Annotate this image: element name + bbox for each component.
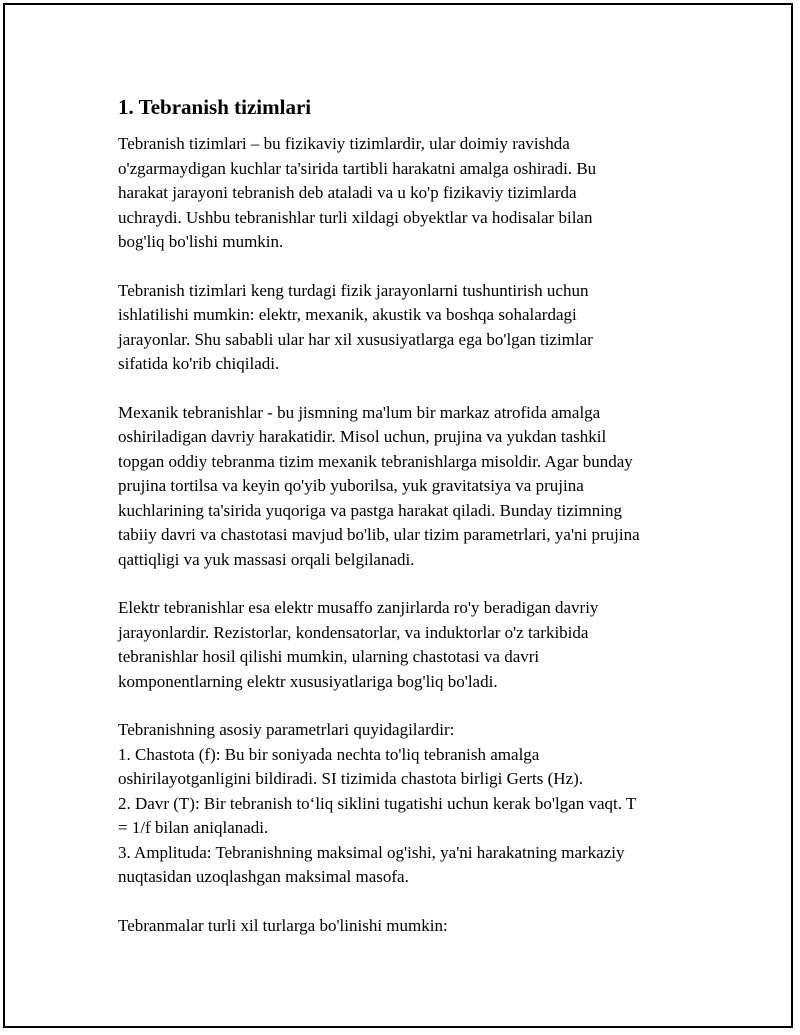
text-line: jarayonlar. Shu sababli ular har xil xususiyatlarga ega bo'lgan tizimlar (118, 329, 593, 349)
text-line: Elektr tebranishlar esa elektr musaffo zanjirlarda ro'y beradigan davriy (118, 598, 599, 617)
text-line: topgan oddiy tebranma tizim mexanik tebranishlarga misoldir. Agar bunday (118, 451, 633, 471)
text-line: Tebranmalar turli xil turlarga bo'linishi mumkin: (118, 915, 448, 935)
paragraph (118, 718, 688, 890)
text-line: kuchlarining ta'sirida yuqoriga va pastga harakat qiladi. Bunday tizimning (118, 500, 622, 520)
text-line: oshiriladigan davriy harakatidir. Misol uchun, prujina va yukdan tashkil (118, 427, 607, 446)
text-line: uchraydi. Ushbu tebranishlar turli xildagi obyektlar va hodisalar bilan (118, 207, 593, 227)
text-line: Tebranish tizimlari – bu fizikaviy tizimlardir, ular doimiy ravishda (118, 134, 570, 153)
text-line: 2. Davr (T): Bir tebranish to‘liq siklini tugatishi uchun kerak bo'lgan vaqt. T (118, 793, 637, 813)
paragraph (118, 132, 688, 255)
text-line: bog'liq bo'lishi mumkin. (118, 232, 284, 251)
paragraph (118, 401, 688, 573)
text-line: sifatida ko'rib chiqiladi. (118, 354, 280, 373)
text-line: Tebranish tizimlari keng turdagi fizik jarayonlarni tushuntirish uchun (118, 280, 589, 300)
text-line: jarayonlardir. Rezistorlar, kondensatorlar, va induktorlar o'z tarkibida (118, 622, 589, 642)
text-line: tabiiy davri va chastotasi mavjud bo'lib, ular tizim parametrlari, ya'ni prujina (118, 525, 640, 544)
text-line: oshirilayotganligini bildiradi. SI tizimida chastota birligi Gerts (Hz). (118, 769, 584, 788)
paragraph (118, 279, 688, 377)
text-line: prujina tortilsa va keyin qo'yib yuborilsa, yuk gravitatsiya va prujina (118, 476, 584, 495)
text-line: = 1/f bilan aniqlanadi. (118, 818, 269, 837)
text-line: o'zgarmaydigan kuchlar ta'sirida tartibli harakatni amalga oshiradi. Bu (118, 158, 597, 178)
text-line: tebranishlar hosil qilishi mumkin, ularning chastotasi va davri (118, 647, 540, 666)
text-line: nuqtasidan uzoqlashgan maksimal masofa. (118, 867, 409, 886)
text-line: komponentlarning elektr xususiyatlariga bog'liq bo'ladi. (118, 671, 498, 691)
text-line: harakat jarayoni tebranish deb ataladi va u ko'p fizikaviy tizimlarda (118, 183, 577, 202)
paragraphs-container (118, 132, 688, 938)
text-line: Mexanik tebranishlar - bu jismning ma'lum bir markaz atrofida amalga (118, 402, 601, 422)
text-line: Tebranishning asosiy parametrlari quyidagilardir: (118, 720, 455, 739)
document-body (118, 92, 688, 962)
text-line: qattiqligi va yuk massasi orqali belgilanadi. (118, 549, 415, 569)
text-line: 3. Amplituda: Tebranishning maksimal og'ishi, ya'ni harakatning markaziy (118, 842, 625, 862)
paragraph (118, 596, 688, 694)
paragraph (118, 914, 688, 939)
text-line: ishlatilishi mumkin: elektr, mexanik, akustik va boshqa sohalardagi (118, 305, 577, 324)
text-line: 1. Chastota (f): Bu bir soniyada nechta to'liq tebranish amalga (118, 744, 540, 764)
section-heading: 1. Tebranish tizimlari (118, 95, 312, 119)
